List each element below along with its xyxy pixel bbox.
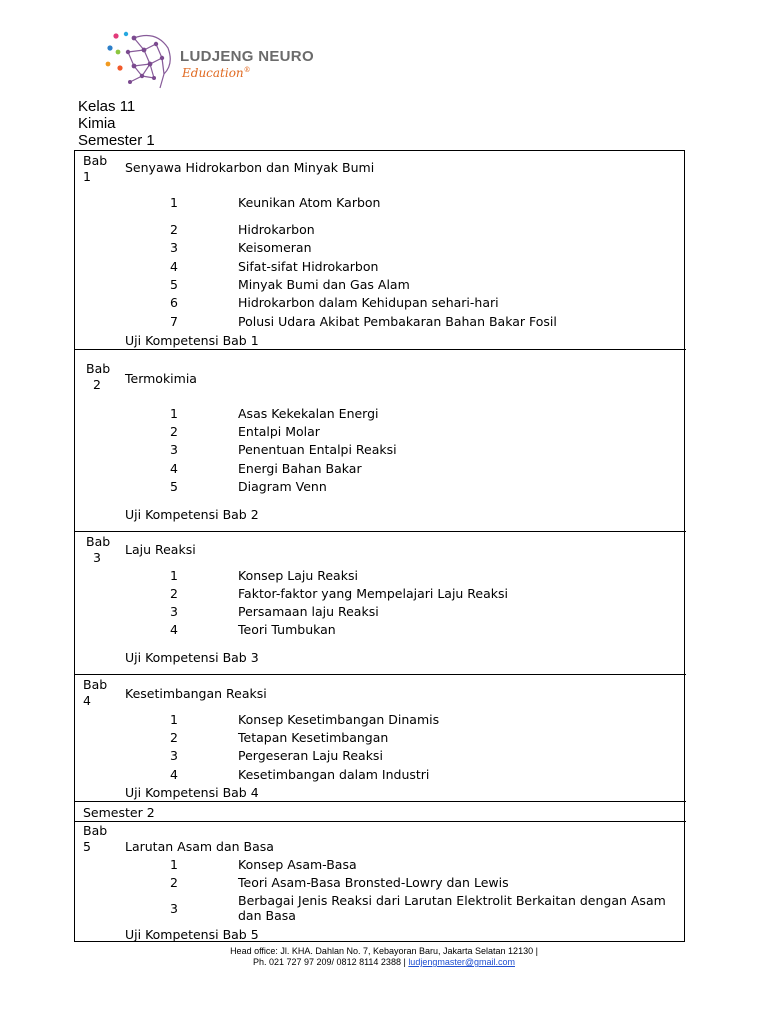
row-divider — [74, 674, 686, 675]
class-heading: Kelas 11 — [78, 98, 136, 115]
topic-number: 3 — [170, 240, 178, 255]
topic-number: 1 — [170, 568, 178, 583]
semester-2-label: Semester 2 — [83, 805, 155, 820]
topic-item: Pergeseran Laju Reaksi — [238, 748, 383, 763]
brand-logo — [104, 30, 324, 92]
topic-number: 6 — [170, 295, 178, 310]
footer-address: Head office: Jl. KHA. Dahlan No. 7, Kebayoran Baru, Jakarta Selatan 12130 | — [230, 946, 538, 956]
topic-item: Penentuan Entalpi Reaksi — [238, 442, 397, 457]
topic-number: 3 — [170, 442, 178, 457]
bab-label: Bab 2 — [86, 361, 111, 392]
bab-label: Bab 1 — [83, 153, 108, 184]
uji-kompetensi: Uji Kompetensi Bab 4 — [125, 785, 259, 800]
topic-number: 4 — [170, 767, 178, 782]
topic-number: 3 — [170, 901, 178, 916]
topic-item: Keisomeran — [238, 240, 312, 255]
semester-heading: Semester 1 — [78, 132, 155, 149]
uji-kompetensi: Uji Kompetensi Bab 1 — [125, 333, 259, 348]
topic-number: 2 — [170, 875, 178, 890]
topic-item: Kesetimbangan dalam Industri — [238, 767, 430, 782]
brand-tagline: Education® — [182, 66, 251, 80]
topic-item: Konsep Laju Reaksi — [238, 568, 358, 583]
topic-number: 2 — [170, 424, 178, 439]
topic-number: 1 — [170, 857, 178, 872]
bab-label: Bab 5 — [83, 823, 108, 854]
topic-item: Tetapan Kesetimbangan — [238, 730, 389, 745]
row-divider — [74, 349, 686, 350]
topic-number: 1 — [170, 712, 178, 727]
topic-item: Berbagai Jenis Reaksi dari Larutan Elektrolit Berkaitan dengan Asam dan Basa — [238, 893, 666, 923]
topic-number: 3 — [170, 748, 178, 763]
topic-number: 2 — [170, 586, 178, 601]
topic-number: 4 — [170, 259, 178, 274]
topic-item: Sifat-sifat Hidrokarbon — [238, 259, 379, 274]
footer-phone: Ph. 021 727 97 209/ 0812 8114 2388 | — [252, 957, 406, 967]
topic-item: Hidrokarbon dalam Kehidupan sehari-hari — [238, 295, 499, 310]
brain-network-icon — [104, 30, 176, 92]
bab-label: Bab 3 — [86, 534, 111, 565]
uji-kompetensi: Uji Kompetensi Bab 2 — [125, 507, 259, 522]
topic-number: 7 — [170, 314, 178, 329]
row-divider — [74, 821, 686, 822]
topic-item: Energi Bahan Bakar — [238, 461, 362, 476]
bab-title: Senyawa Hidrokarbon dan Minyak Bumi — [125, 160, 375, 175]
topic-item: Entalpi Molar — [238, 424, 320, 439]
bab-title: Laju Reaksi — [125, 542, 196, 557]
topic-number: 5 — [170, 277, 178, 292]
topic-item: Teori Tumbukan — [238, 622, 336, 637]
topic-item: Konsep Kesetimbangan Dinamis — [238, 712, 440, 727]
topic-number: 2 — [170, 222, 178, 237]
subject-heading: Kimia — [78, 115, 116, 132]
footer-contact — [0, 957, 768, 968]
topic-number: 4 — [170, 622, 178, 637]
topic-number: 1 — [170, 195, 178, 210]
bab-label: Bab 4 — [83, 677, 108, 708]
topic-number: 4 — [170, 461, 178, 476]
topic-number: 3 — [170, 604, 178, 619]
row-divider — [74, 531, 686, 532]
uji-kompetensi: Uji Kompetensi Bab 3 — [125, 650, 259, 665]
topic-item: Konsep Asam-Basa — [238, 857, 357, 872]
topic-item: Faktor-faktor yang Mempelajari Laju Reaksi — [238, 586, 509, 601]
topic-item: Polusi Udara Akibat Pembakaran Bahan Bakar Fosil — [238, 314, 557, 329]
footer-email-link[interactable]: ludjengmaster@gmail.com — [408, 957, 515, 967]
topic-item: Diagram Venn — [238, 479, 327, 494]
topic-item: Minyak Bumi dan Gas Alam — [238, 277, 410, 292]
bab-title: Larutan Asam dan Basa — [125, 839, 274, 854]
topic-item: Asas Kekekalan Energi — [238, 406, 379, 421]
topic-number: 2 — [170, 730, 178, 745]
bab-title: Termokimia — [125, 371, 197, 386]
bab-title: Kesetimbangan Reaksi — [125, 686, 267, 701]
brand-name: LUDJENG NEURO — [180, 48, 314, 65]
topic-item: Teori Asam-Basa Bronsted-Lowry dan Lewis — [238, 875, 509, 890]
topic-item: Keunikan Atom Karbon — [238, 195, 381, 210]
topic-number: 5 — [170, 479, 178, 494]
topic-number: 1 — [170, 406, 178, 421]
row-divider — [74, 801, 686, 802]
topic-item: Hidrokarbon — [238, 222, 315, 237]
uji-kompetensi: Uji Kompetensi Bab 5 — [125, 927, 259, 942]
topic-item: Persamaan laju Reaksi — [238, 604, 379, 619]
